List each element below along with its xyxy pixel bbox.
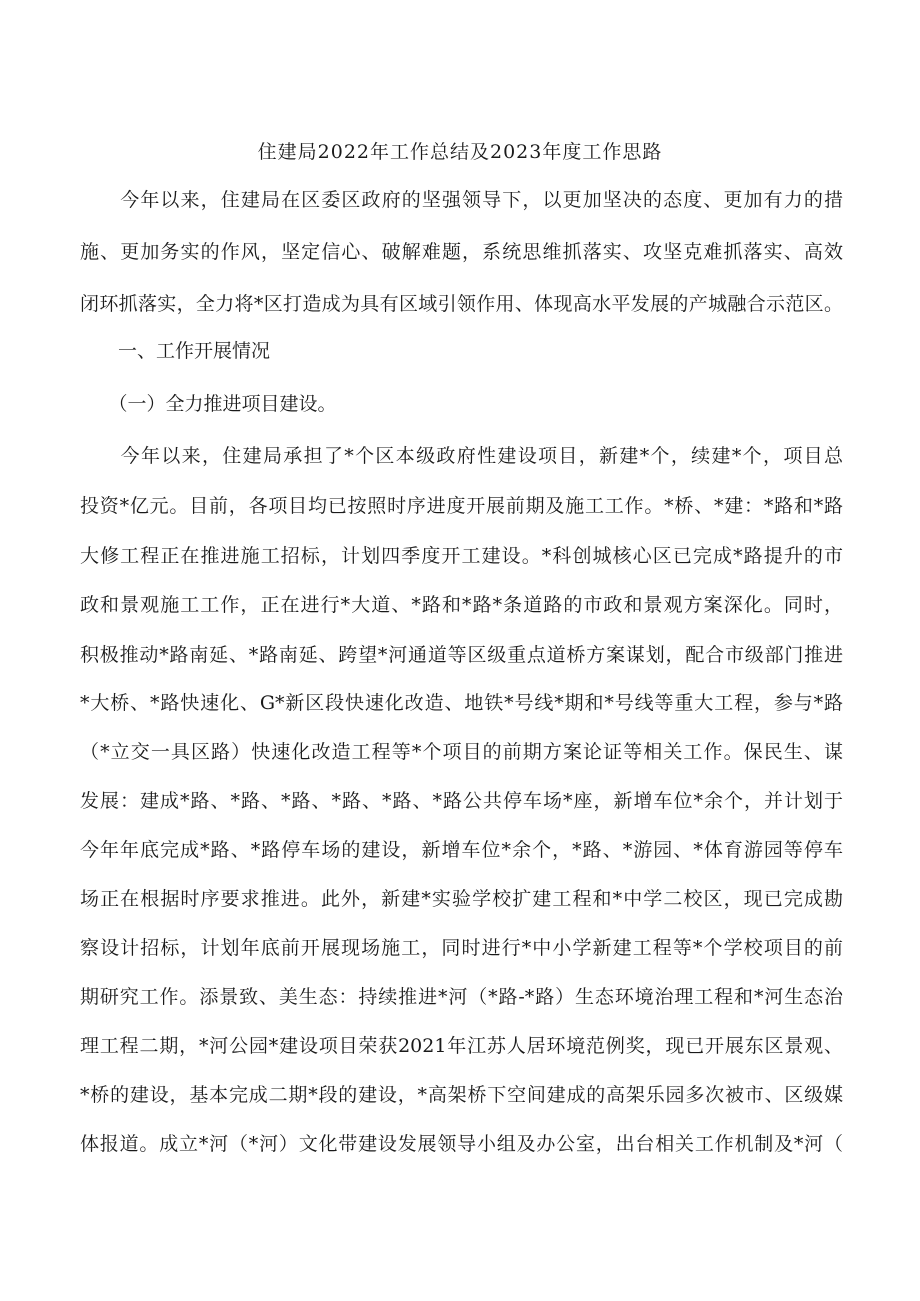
paragraph-line: 察设计招标，计划年底前开展现场施工，同时进行*中小学新建工程等*个学校项目的前 bbox=[80, 937, 843, 959]
paragraph-line: 发展：建成*路、*路、*路、*路、*路、*路公共停车场*座，新增车位*余个，并计划于 bbox=[80, 790, 843, 812]
paragraph-line: 今年以来，住建局承担了*个区本级政府性建设项目，新建*个，续建*个，项目总 bbox=[80, 445, 843, 467]
paragraph-line: 闭环抓落实，全力将*区打造成为具有区域引领作用、体现高水平发展的产城融合示范区。 bbox=[80, 293, 843, 315]
subsection-heading: （一）全力推进项目建设。 bbox=[80, 393, 337, 415]
paragraph-line: 今年年底完成*路、*路停车场的建设，新增车位*余个，*路、*游园、*体育游园等停车 bbox=[80, 839, 843, 861]
paragraph-line: 积极推动*路南延、*路南延、跨望*河通道等区级重点道桥方案谋划，配合市级部门推进 bbox=[80, 644, 843, 666]
paragraph-line: （*立交一具区路）快速化改造工程等*个项目的前期方案论证等相关工作。保民生、谋 bbox=[80, 741, 843, 763]
paragraph-line: *桥的建设，基本完成二期*段的建设，*高架桥下空间建成的高架乐园多次被市、区级媒 bbox=[80, 1084, 843, 1106]
section-heading: 一、工作开展情况 bbox=[80, 340, 271, 362]
paragraph-line: 投资*亿元。目前，各项目均已按照时序进度开展前期及施工工作。*桥、*建：*路和*路 bbox=[80, 495, 843, 517]
paragraph-line: 今年以来，住建局在区委区政府的坚强领导下，以更加坚决的态度、更加有力的措 bbox=[80, 189, 843, 211]
paragraph-line: 场正在根据时序要求推进。此外，新建*实验学校扩建工程和*中学二校区，现已完成勘 bbox=[80, 888, 843, 910]
paragraph-line: 施、更加务实的作风，坚定信心、破解难题，系统思维抓落实、攻坚克难抓落实、高效 bbox=[80, 241, 843, 263]
document-title: 住建局2022年工作总结及2023年度工作思路 bbox=[257, 141, 663, 163]
paragraph-line: 大修工程正在推进施工招标，计划四季度开工建设。*科创城核心区已完成*路提升的市 bbox=[80, 545, 843, 567]
paragraph-line: 体报道。成立*河（*河）文化带建设发展领导小组及办公室，出台相关工作机制及*河（ bbox=[80, 1133, 843, 1155]
paragraph-line: 政和景观施工工作，正在进行*大道、*路和*路*条道路的市政和景观方案深化。同时， bbox=[80, 594, 843, 616]
paragraph-line: 理工程二期，*河公园*建设项目荣获2021年江苏人居环境范例奖，现已开展东区景观、 bbox=[80, 1035, 843, 1057]
paragraph-line: 期研究工作。添景致、美生态：持续推进*河（*路-*路）生态环境治理工程和*河生态治 bbox=[80, 986, 843, 1008]
paragraph-line: *大桥、*路快速化、G*新区段快速化改造、地铁*号线*期和*号线等重大工程，参与*路 bbox=[80, 692, 843, 714]
